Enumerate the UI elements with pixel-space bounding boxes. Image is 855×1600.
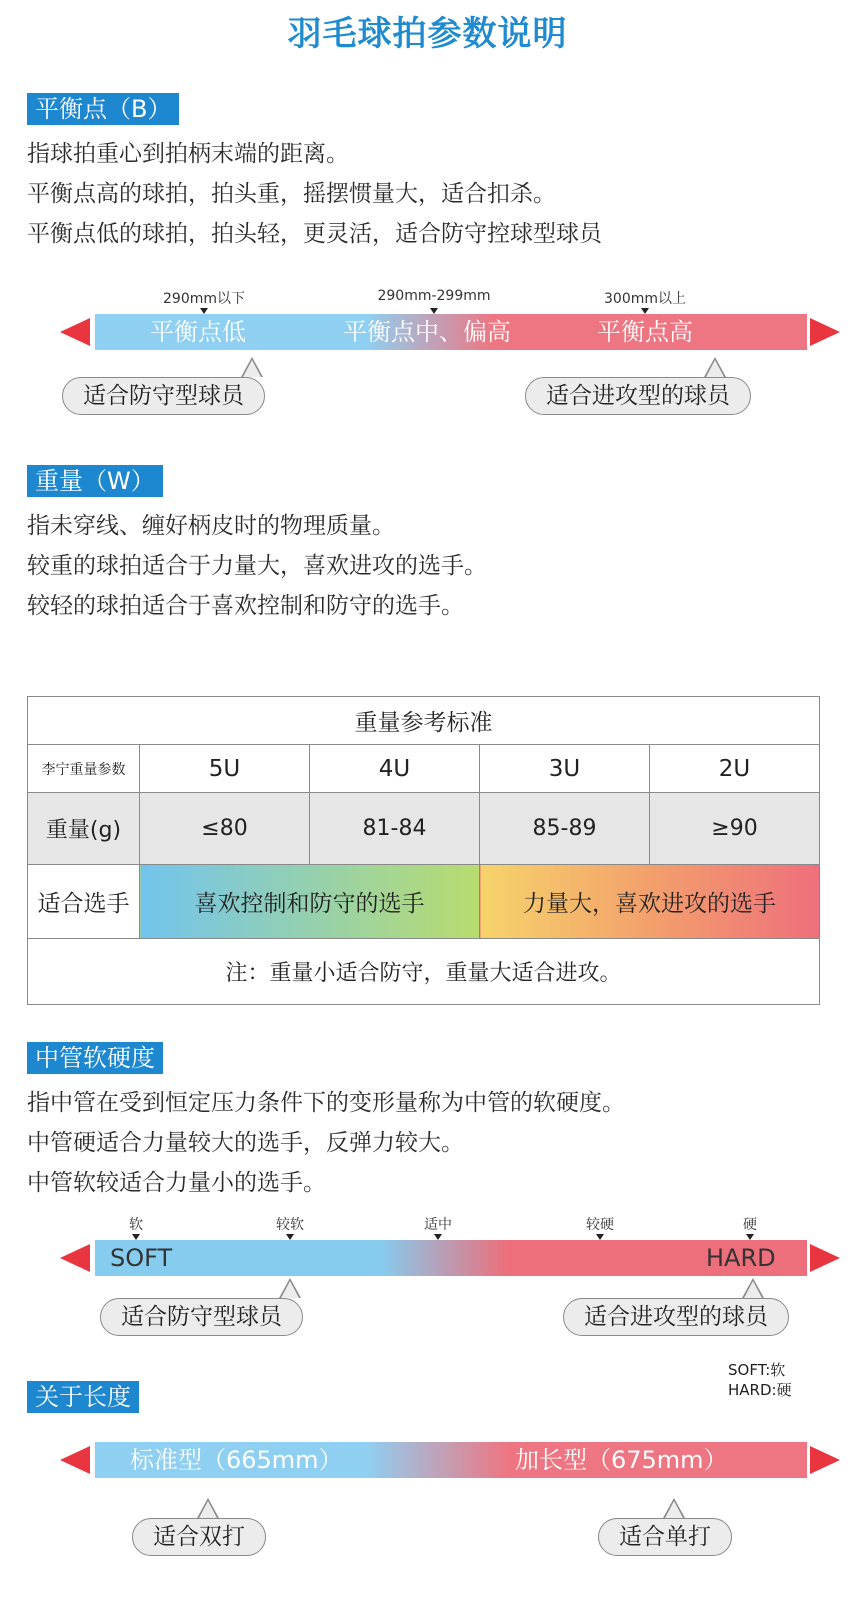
bubble-doubles (132, 1518, 266, 1556)
tick-label: 300mm以上 (604, 291, 686, 307)
bubble-defensive (100, 1298, 303, 1336)
shaft-line: 中管硬适合力量较大的选手，反弹力较大。 (27, 1130, 464, 1156)
legend-line: SOFT:软 (728, 1361, 786, 1379)
table-cell: 2U (650, 745, 820, 793)
section-label-shaft: 中管软硬度 (27, 1042, 163, 1074)
weight-line: 较重的球拍适合于力量大，喜欢进攻的选手。 (27, 553, 487, 579)
shaft-line: 指中管在受到恒定压力条件下的变形量称为中管的软硬度。 (27, 1090, 625, 1116)
pointer-icon (197, 1498, 219, 1518)
tick-label: 硬 (743, 1217, 757, 1233)
arrow-right-icon (810, 1446, 840, 1474)
legend-line: HARD:硬 (728, 1381, 792, 1399)
bubble-text: 适合双打 (153, 1524, 245, 1550)
pointer-icon (742, 1278, 764, 1298)
table-cell: 4U (310, 745, 480, 793)
table-cell: 81-84 (310, 793, 480, 865)
bubble-offensive (563, 1298, 789, 1336)
tick-label: 较软 (276, 1217, 304, 1233)
tick-label: 较硬 (586, 1217, 614, 1233)
arrow-left-icon (60, 1244, 90, 1272)
weight-line: 指未穿线、缠好柄皮时的物理质量。 (27, 513, 395, 539)
suit-heavy-cell: 力量大，喜欢进攻的选手 (480, 865, 820, 939)
pointer-icon (704, 357, 726, 377)
tick-label: 软 (129, 1217, 143, 1233)
weight-line: 较轻的球拍适合于喜欢控制和防守的选手。 (27, 593, 464, 619)
bar-label-soft: SOFT (110, 1244, 173, 1272)
tick-label: 290mm-299mm (377, 288, 491, 304)
bubble-defensive (62, 377, 265, 415)
balance-line: 指球拍重心到拍柄末端的距离。 (27, 141, 349, 167)
shaft-gradient-bar (95, 1240, 807, 1276)
section-label-balance: 平衡点（B） (27, 93, 179, 125)
bubble-text: 适合进攻型的球员 (546, 383, 730, 409)
table-note: 注：重量小适合防守，重量大适合进攻。 (28, 939, 820, 1005)
tick-label: 290mm以下 (163, 291, 245, 307)
table-cell: ≤80 (140, 793, 310, 865)
bubble-text: 适合防守型球员 (83, 383, 244, 409)
length-scale (60, 1442, 840, 1492)
pointer-icon (663, 1498, 685, 1518)
shaft-description (27, 1083, 625, 1203)
bar-label-hard: HARD (706, 1244, 776, 1272)
balance-line: 平衡点低的球拍，拍头轻，更灵活，适合防守控球型球员 (27, 221, 602, 247)
shaft-line: 中管软较适合力量小的选手。 (27, 1170, 326, 1196)
tick-label: 适中 (424, 1217, 452, 1233)
table-cell: 5U (140, 745, 310, 793)
bar-label-high: 平衡点高 (597, 318, 693, 346)
balance-line: 平衡点高的球拍，拍头重，摇摆惯量大，适合扣杀。 (27, 181, 556, 207)
bar-label-low: 平衡点低 (150, 318, 246, 346)
arrow-left-icon (60, 318, 90, 346)
bar-label-extended: 加长型（675mm） (515, 1446, 728, 1474)
arrow-right-icon (810, 1244, 840, 1272)
bubble-text: 适合防守型球员 (121, 1304, 282, 1330)
section-label-length: 关于长度 (27, 1381, 139, 1413)
suit-light-cell: 喜欢控制和防守的选手 (140, 865, 480, 939)
weight-reference-table (27, 696, 820, 1005)
bubble-text: 适合单打 (619, 1524, 711, 1550)
page-title: 羽毛球拍参数说明 (287, 14, 568, 54)
bubble-text: 适合进攻型的球员 (584, 1304, 768, 1330)
flex-legend (728, 1360, 792, 1400)
weight-header: 重量(g) (28, 793, 140, 865)
table-cell: 85-89 (480, 793, 650, 865)
bubble-offensive (525, 377, 751, 415)
table-cell: ≥90 (650, 793, 820, 865)
table-cell: 3U (480, 745, 650, 793)
bar-label-mid: 平衡点中、偏高 (343, 318, 511, 346)
table-title: 重量参考标准 (28, 697, 820, 745)
grade-header: 李宁重量参数 (28, 745, 140, 793)
balance-description (27, 134, 602, 254)
arrow-left-icon (60, 1446, 90, 1474)
pointer-icon (241, 357, 263, 377)
arrow-right-icon (810, 318, 840, 346)
bar-label-standard: 标准型（665mm） (130, 1446, 343, 1474)
weight-description (27, 506, 487, 626)
pointer-icon (279, 1278, 301, 1298)
suit-header: 适合选手 (28, 865, 140, 939)
section-label-weight: 重量（W） (27, 465, 163, 497)
bubble-singles (598, 1518, 732, 1556)
